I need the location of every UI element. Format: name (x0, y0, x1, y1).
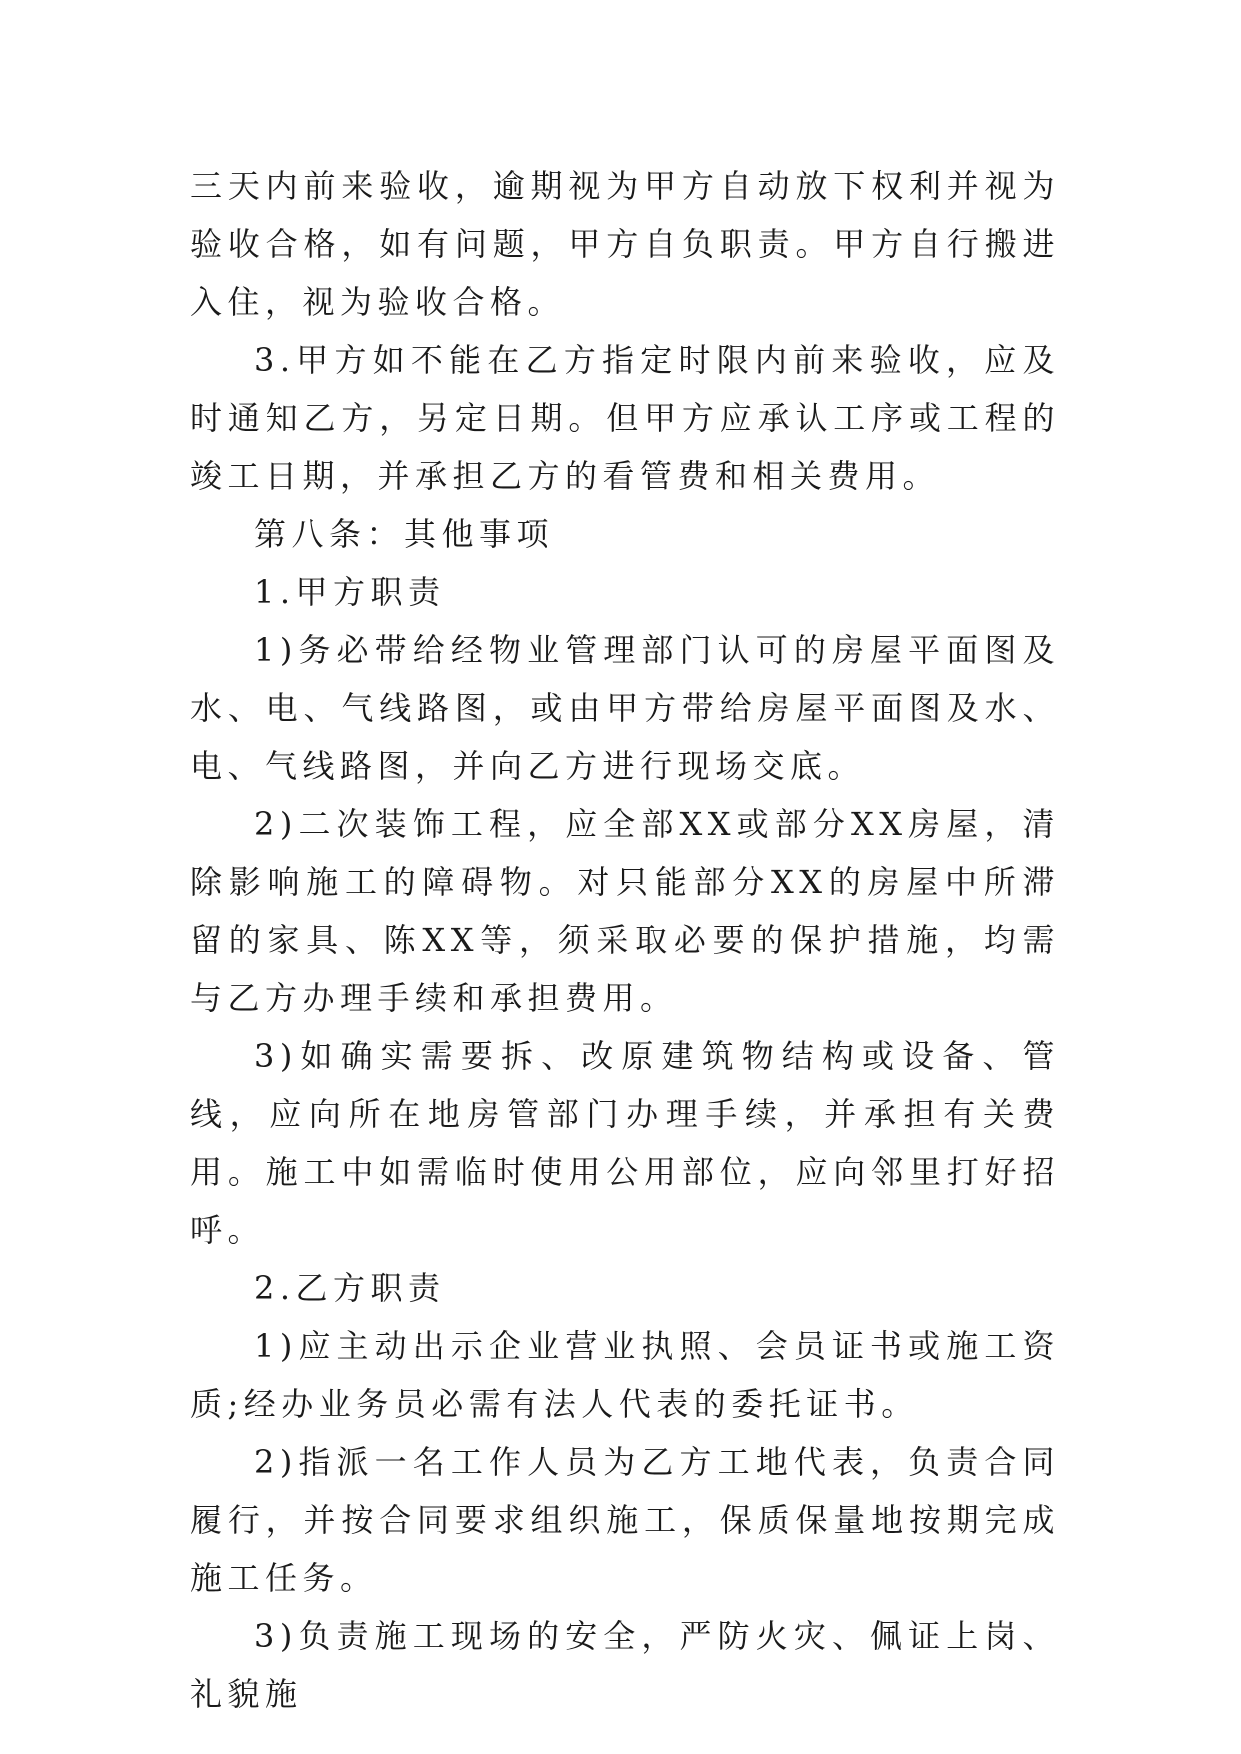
paragraph-b1: 1)应主动出示企业营业执照、会员证书或施工资质;经办业务员必需有法人代表的委托证书。 (190, 1327, 1060, 1423)
paragraph-a1: 1)务必带给经物业管理部门认可的房屋平面图及水、电、气线路图，或由甲方带给房屋平面图及水、电、气线路图，并向乙方进行现场交底。 (190, 631, 1060, 785)
section-heading: 第八条：其他事项 (254, 515, 555, 553)
paragraph-b2: 2)指派一名工作人员为乙方工地代表，负责合同履行，并按合同要求组织施工，保质保量地按期完成施工任务。 (190, 1443, 1060, 1597)
document-body (190, 157, 1060, 1723)
paragraph-a2: 2)二次装饰工程，应全部XX或部分XX房屋，清除影响施工的障碍物。对只能部分XX的房屋中所滞留的家具、陈XX等，须采取必要的保护措施，均需与乙方办理手续和承担费用。 (190, 805, 1060, 1017)
subheading-party-a: 1.甲方职责 (254, 573, 446, 611)
paragraph-a3: 3)如确实需要拆、改原建筑物结构或设备、管线，应向所在地房管部门办理手续，并承担有关费用。施工中如需临时使用公用部位，应向邻里打好招呼。 (190, 1037, 1060, 1249)
paragraph-b3: 3)负责施工现场的安全，严防火灾、佩证上岗、礼貌施 (190, 1617, 1060, 1713)
paragraph-1: 三天内前来验收，逾期视为甲方自动放下权利并视为验收合格，如有问题，甲方自负职责。甲方自行搬进入住，视为验收合格。 (190, 167, 1060, 321)
subheading-party-b: 2.乙方职责 (254, 1269, 446, 1307)
paragraph-2: 3.甲方如不能在乙方指定时限内前来验收，应及时通知乙方，另定日期。但甲方应承认工序或工程的竣工日期，并承担乙方的看管费和相关费用。 (190, 341, 1060, 495)
